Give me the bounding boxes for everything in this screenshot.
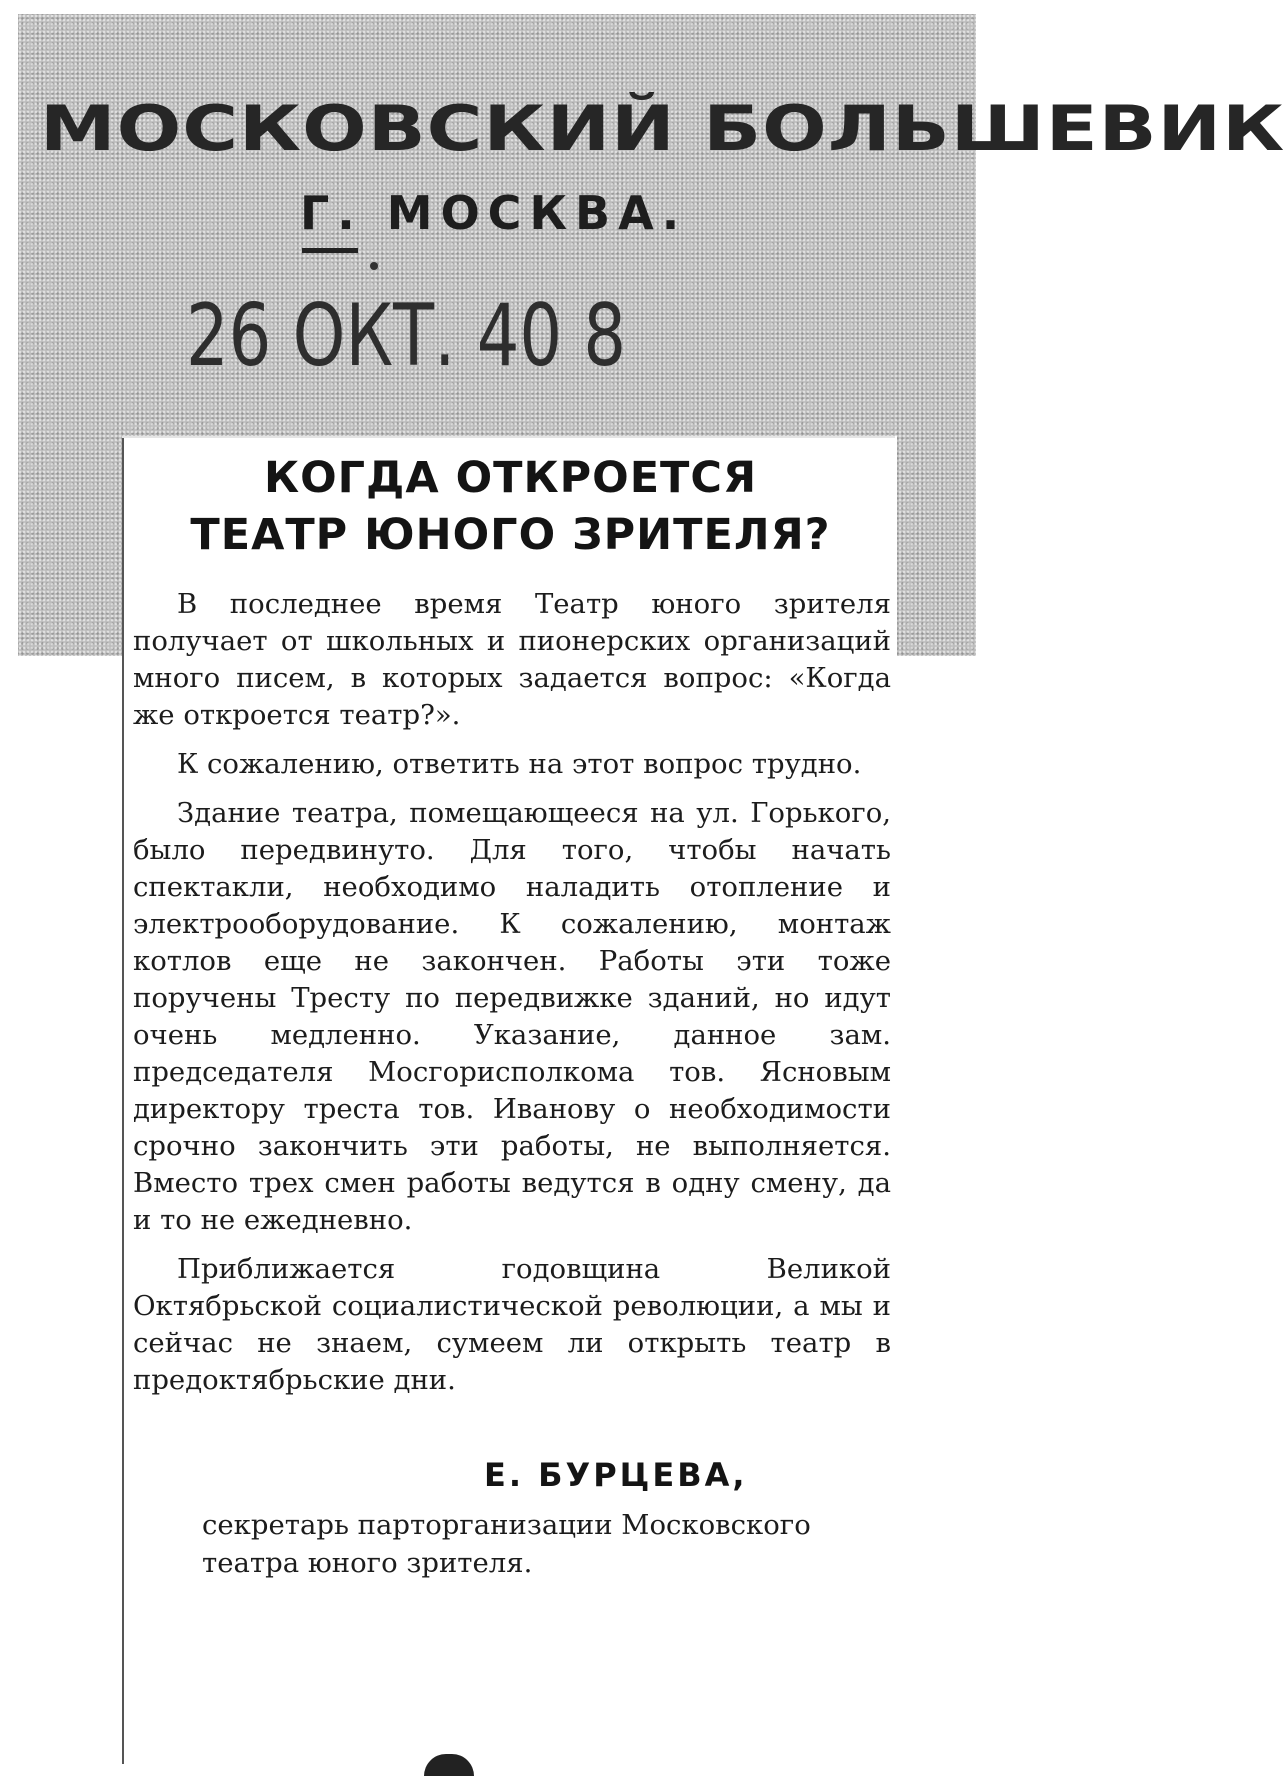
stamp-date-text: 26 ОКТ. 40	[186, 286, 563, 386]
article-headline	[124, 450, 897, 564]
stamp-underline	[302, 248, 358, 253]
stamp-dot	[370, 262, 378, 270]
author-role: секретарь парторганизации Московского театра юного зрителя.	[202, 1509, 811, 1579]
stamp-date	[186, 286, 627, 386]
article-paragraph: В последнее время Театр юного зрителя получает от школьных и пионерских организаций много писем, в которых задается вопрос: «Когда же откроется театр?».	[133, 588, 891, 731]
author-name: Е. БУРЦЕВА,	[484, 1456, 748, 1494]
stamp-handwritten-mark: 8	[583, 286, 627, 386]
article-paragraph: Здание театра, помещающееся на ул. Горького, было передвинуто. Для того, чтобы начать спектакли, необходимо наладить отопление и электрооборудование. К сожалению, монтаж котлов еще не закончен. Работы эти тоже поручены Тресту по передвижке зданий, но идут очень медленно. Указание, данное зам. председателя Мосгорисполкома тов. Ясновым директору треста тов. Иванову о необходимости срочно закончить эти работы, не выполняется. Вместо трех смен работы ведутся в одну смену, да и то не ежедневно.	[133, 797, 891, 1236]
clipping-edge	[122, 436, 895, 438]
article-paragraph: Приближается годовщина Великой Октябрьской социалистической революции, а мы и сейчас не знаем, сумеем ли открыть театр в предоктябрьские дни.	[133, 1253, 891, 1396]
stamp-city: Г. МОСКВА.	[300, 186, 688, 240]
headline-line-2: ТЕАТР ЮНОГО ЗРИТЕЛЯ?	[190, 510, 831, 560]
headline-line-1: КОГДА ОТКРОЕТСЯ	[263, 453, 758, 503]
article-paragraph: К сожалению, ответить на этот вопрос трудно.	[177, 748, 862, 780]
stamp-newspaper-name: МОСКОВСКИЙ БОЛЬШЕВИК	[40, 92, 1285, 165]
article-body	[133, 586, 891, 1411]
newspaper-clipping	[122, 436, 897, 1764]
next-article-fragment	[424, 1754, 474, 1776]
